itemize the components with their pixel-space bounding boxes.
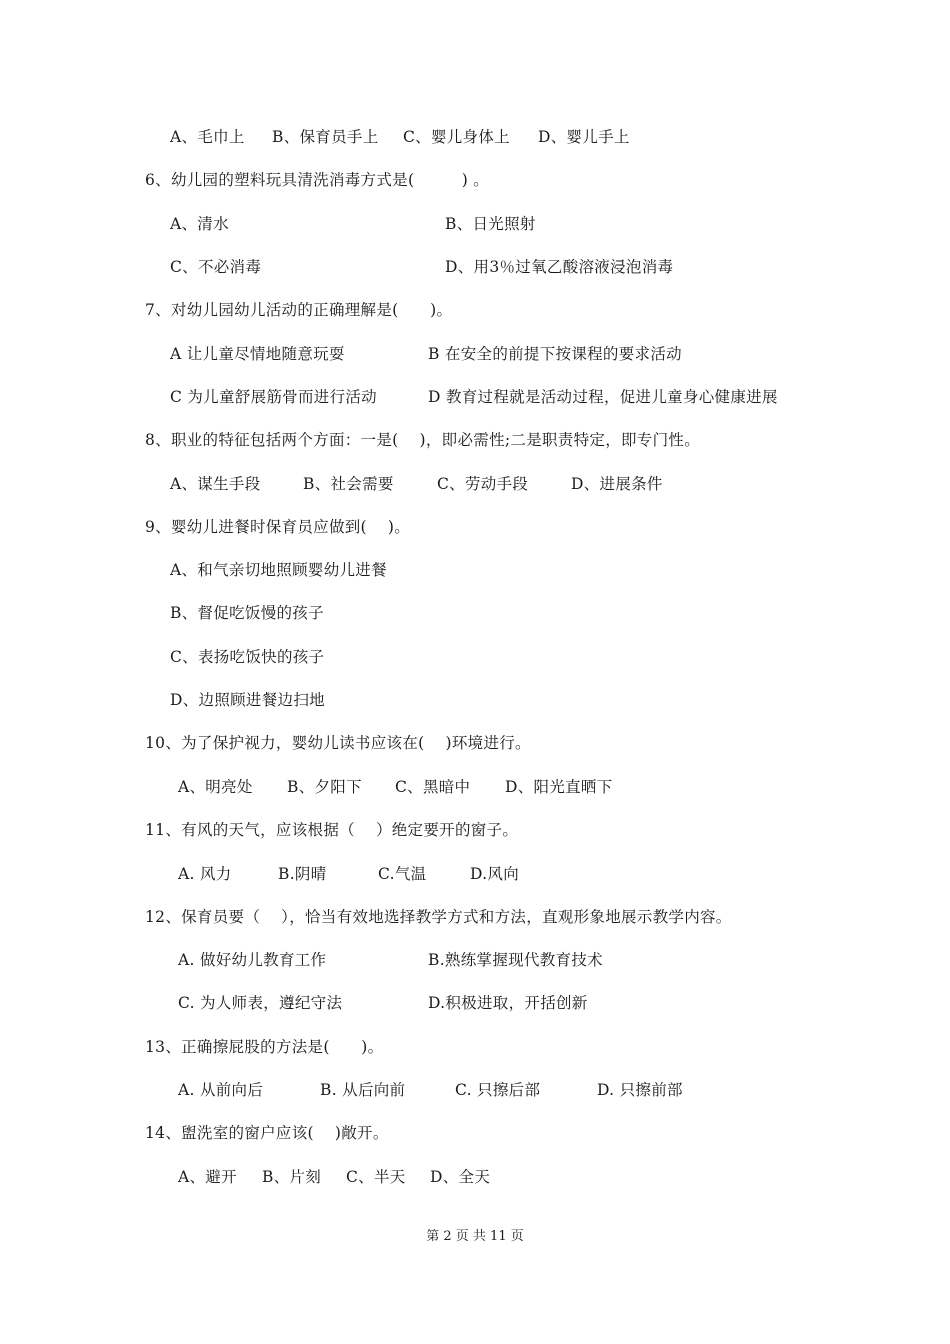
q5-option-a: A、毛巾上 <box>170 128 245 146</box>
q12-option-b: B.熟练掌握现代教育技术 <box>428 951 603 969</box>
q7-option-a: A 让儿童尽情地随意玩耍 <box>170 345 345 363</box>
q9-option-b: B、督促吃饭慢的孩子 <box>170 604 324 622</box>
q8-option-c: C、劳动手段 <box>437 475 529 493</box>
q7-option-c: C 为儿童舒展筋骨而进行活动 <box>170 388 377 406</box>
page-number-footer: 第 2 页 共 11 页 <box>426 1229 524 1244</box>
q6-option-d: D、用3％过氧乙酸溶液浸泡消毒 <box>445 258 674 276</box>
q10-option-b: B、夕阳下 <box>287 778 362 796</box>
q11-stem: 11、有风的天气，应该根据（ ）绝定要开的窗子。 <box>145 821 519 839</box>
q13-option-d: D. 只擦前部 <box>597 1081 683 1099</box>
q11-option-c: C.气温 <box>378 865 427 883</box>
q9-option-c: C、表扬吃饭快的孩子 <box>170 648 325 666</box>
q5-option-d: D、婴儿手上 <box>538 128 630 146</box>
q14-stem: 14、盥洗室的窗户应该( )敞开。 <box>145 1124 389 1142</box>
q6-option-c: C、不必消毒 <box>170 258 262 276</box>
q14-option-b: B、片刻 <box>262 1168 322 1186</box>
q10-stem: 10、为了保护视力，婴幼儿读书应该在( )环境进行。 <box>145 734 531 752</box>
q12-option-d: D.积极进取，开括创新 <box>428 994 588 1012</box>
q11-option-d: D.风向 <box>470 865 520 883</box>
q6-option-a: A、清水 <box>170 215 229 233</box>
q13-option-c: C. 只擦后部 <box>455 1081 541 1099</box>
q7-option-b: B 在安全的前提下按课程的要求活动 <box>428 345 682 363</box>
q11-option-a: A. 风力 <box>178 865 232 883</box>
q13-stem: 13、正确擦屁股的方法是( )。 <box>145 1038 384 1056</box>
q10-option-d: D、阳光直晒下 <box>505 778 613 796</box>
q12-option-c: C. 为人师表，遵纪守法 <box>178 994 343 1012</box>
q14-option-c: C、半天 <box>346 1168 406 1186</box>
q10-option-a: A、明亮处 <box>178 778 253 796</box>
q9-option-d: D、边照顾进餐边扫地 <box>170 691 325 709</box>
q8-option-d: D、进展条件 <box>571 475 663 493</box>
q8-option-b: B、社会需要 <box>303 475 394 493</box>
q14-option-a: A、避开 <box>178 1168 237 1186</box>
q8-option-a: A、谋生手段 <box>170 475 261 493</box>
q11-option-b: B.阴晴 <box>278 865 327 883</box>
q13-option-b: B. 从后向前 <box>320 1081 406 1099</box>
q7-option-d: D 教育过程就是活动过程，促进儿童身心健康进展 <box>428 388 778 406</box>
q6-option-b: B、日光照射 <box>445 215 536 233</box>
q12-option-a: A. 做好幼儿教育工作 <box>178 951 327 969</box>
q7-stem: 7、对幼儿园幼儿活动的正确理解是( )。 <box>145 301 453 319</box>
q8-stem: 8、职业的特征包括两个方面：一是( )，即必需性;二是职责特定，即专门性。 <box>145 431 701 449</box>
q9-option-a: A、和气亲切地照顾婴幼儿进餐 <box>170 561 387 579</box>
q10-option-c: C、黑暗中 <box>395 778 471 796</box>
q5-option-c: C、婴儿身体上 <box>403 128 510 146</box>
q13-option-a: A. 从前向后 <box>178 1081 264 1099</box>
q6-stem: 6、幼儿园的塑料玩具清洗消毒方式是( ) 。 <box>145 171 490 189</box>
q14-option-d: D、全天 <box>430 1168 491 1186</box>
q12-stem: 12、保育员要（ ），恰当有效地选择教学方式和方法，直观形象地展示教学内容。 <box>145 908 732 926</box>
q9-stem: 9、婴幼儿进餐时保育员应做到( )。 <box>145 518 411 536</box>
q5-option-b: B、保育员手上 <box>272 128 379 146</box>
